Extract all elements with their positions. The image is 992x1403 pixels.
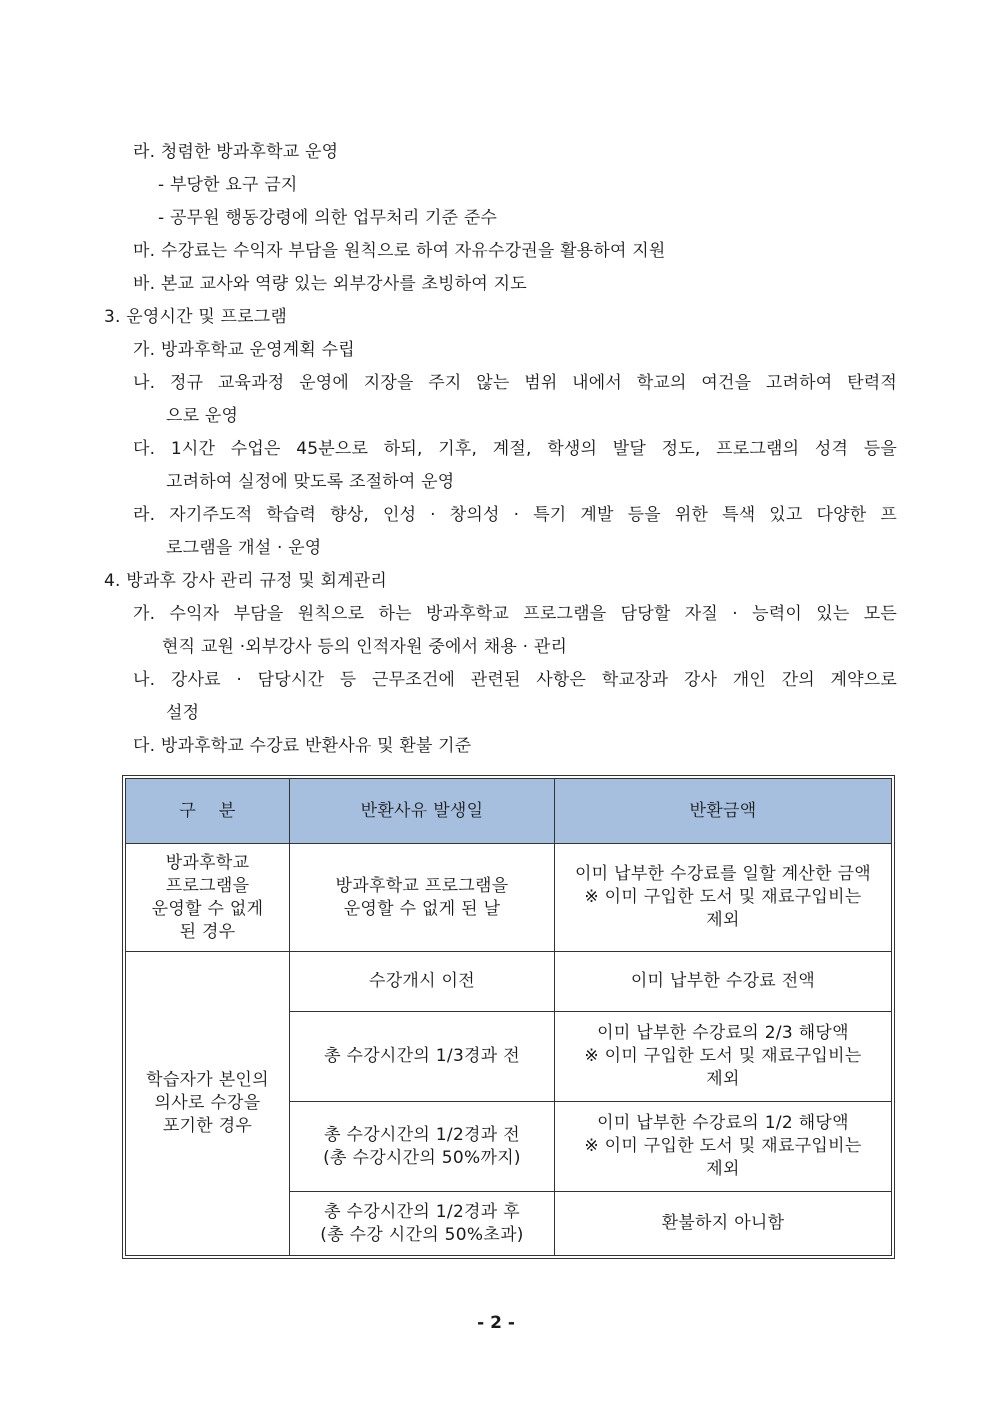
item-da-class-hour: 다. 1시간 수업은 45분으로 하되, 기후, 계절, 학생의 발달 정도, 프로그램의 성격 등을 — [133, 439, 897, 459]
item-da-refund-heading: 다. 방과후학교 수강료 반환사유 및 환불 기준 — [133, 736, 472, 756]
table-row — [126, 952, 892, 1012]
date-cell: 수강개시 이전 — [290, 952, 555, 1012]
section-3-heading: 3. 운영시간 및 프로그램 — [104, 307, 288, 327]
amount-cell: 이미 납부한 수강료를 일할 계산한 금액 ※ 이미 구입한 도서 및 재료구입비는 제외 — [555, 844, 892, 952]
sub-item-code-of-conduct: - 공무원 행동강령에 의한 업무처리 기준 준수 — [158, 208, 498, 228]
amount-cell: 이미 납부한 수강료의 1/2 해당액 ※ 이미 구입한 도서 및 재료구입비는 제외 — [555, 1102, 892, 1192]
category-cell: 학습자가 본인의 의사로 수강을 포기한 경우 — [126, 952, 290, 1256]
table-header-row — [126, 779, 892, 844]
amount-cell: 이미 납부한 수강료 전액 — [555, 952, 892, 1012]
amount-cell: 환불하지 아니함 — [555, 1192, 892, 1256]
sub-item-no-unfair-demand: - 부당한 요구 금지 — [158, 175, 298, 195]
item-ba-instructors: 바. 본교 교사와 역량 있는 외부강사를 초빙하여 지도 — [133, 274, 527, 294]
refund-table — [122, 775, 895, 1259]
category-cell: 방과후학교 프로그램을 운영할 수 없게 된 경우 — [126, 844, 290, 952]
item-ga-hiring: 가. 수익자 부담을 원칙으로 하는 방과후학교 프로그램을 담당할 자질 · 능력이 있는 모든 — [133, 604, 897, 624]
header-category: 구 분 — [126, 779, 290, 844]
date-cell: 총 수강시간의 1/2경과 전 (총 수강시간의 50%까지) — [290, 1102, 555, 1192]
date-cell: 총 수강시간의 1/2경과 후 (총 수강 시간의 50%초과) — [290, 1192, 555, 1256]
item-na-contract-cont: 설정 — [166, 703, 200, 723]
header-amount: 반환금액 — [555, 779, 892, 844]
item-ma-tuition: 마. 수강료는 수익자 부담을 원칙으로 하여 자유수강권을 활용하여 지원 — [133, 241, 666, 261]
item-ra-programs-cont: 로그램을 개설 · 운영 — [166, 538, 322, 558]
section-4-heading: 4. 방과후 강사 관리 규정 및 회계관리 — [104, 571, 387, 591]
page-number: - 2 - — [477, 1313, 515, 1333]
item-na-flexible: 나. 정규 교육과정 운영에 지장을 주지 않는 범위 내에서 학교의 여건을 고려하여 탄력적 — [133, 373, 897, 393]
item-na-flexible-cont: 으로 운영 — [166, 406, 239, 426]
date-cell: 방과후학교 프로그램을 운영할 수 없게 된 날 — [290, 844, 555, 952]
date-cell: 총 수강시간의 1/3경과 전 — [290, 1012, 555, 1102]
table-row — [126, 844, 892, 952]
item-ga-hiring-cont: 현직 교원 ·외부강사 등의 인적자원 중에서 채용 · 관리 — [162, 637, 568, 657]
item-ra-integrity: 라. 청렴한 방과후학교 운영 — [133, 142, 339, 162]
header-date: 반환사유 발생일 — [290, 779, 555, 844]
item-na-contract: 나. 강사료 · 담당시간 등 근무조건에 관련된 사항은 학교장과 강사 개인 간의 계약으로 — [133, 670, 897, 690]
item-da-class-hour-cont: 고려하여 실정에 맞도록 조절하여 운영 — [166, 472, 455, 492]
item-ga-plan: 가. 방과후학교 운영계획 수립 — [133, 340, 355, 360]
amount-cell: 이미 납부한 수강료의 2/3 해당액 ※ 이미 구입한 도서 및 재료구입비는 제외 — [555, 1012, 892, 1102]
item-ra-programs: 라. 자기주도적 학습력 향상, 인성 · 창의성 · 특기 계발 등을 위한 특색 있고 다양한 프 — [133, 505, 897, 525]
